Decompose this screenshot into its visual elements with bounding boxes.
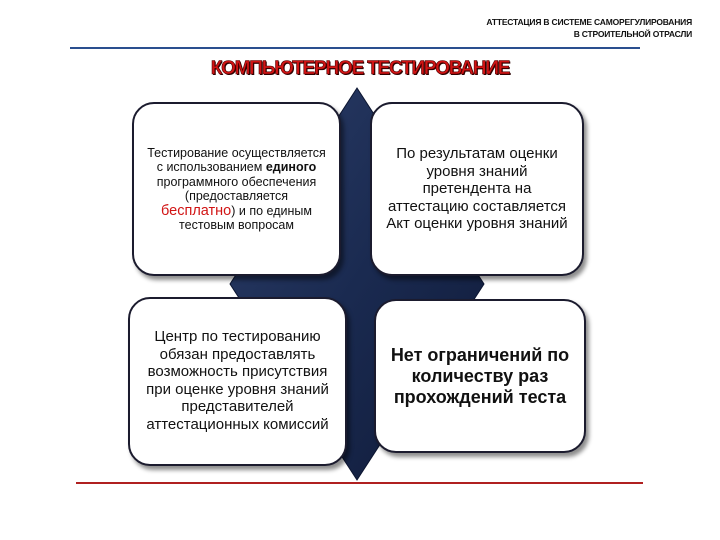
- card-top-right: [370, 102, 584, 276]
- card-top-right-text: По результатам оценки уровня знаний претендента на аттестацию составляется Акт оценки уровня знаний: [386, 145, 568, 233]
- card-bottom-right-text: Нет ограничений по количеству раз прохождений теста: [390, 344, 570, 407]
- bottom-divider: [76, 482, 643, 484]
- card-bottom-left-text: Центр по тестированию обязан предоставлять возможность присутствия при оценке уровня знаний представителей аттестационных комиссий: [146, 328, 329, 433]
- header-line-1: АТТЕСТАЦИЯ В СИСТЕМЕ САМОРЕГУЛИРОВАНИЯ: [486, 17, 692, 27]
- card-bottom-left: [128, 297, 347, 466]
- card-bottom-right: [374, 299, 586, 453]
- card-top-left-red: бесплатно: [161, 202, 232, 219]
- card-top-left-bold: единого: [265, 160, 317, 174]
- card-top-left: [132, 102, 341, 276]
- page-title: КОМПЬЮТЕРНОЕ ТЕСТИРОВАНИЕ: [210, 58, 510, 79]
- header-line-2: В СТРОИТЕЛЬНОЙ ОТРАСЛИ: [573, 29, 692, 39]
- card-top-left-text: Тестирование осуществляется с использованием единого программного обеспечения (предоставляется бесплатно) и по единым тестовым вопросам: [147, 145, 326, 232]
